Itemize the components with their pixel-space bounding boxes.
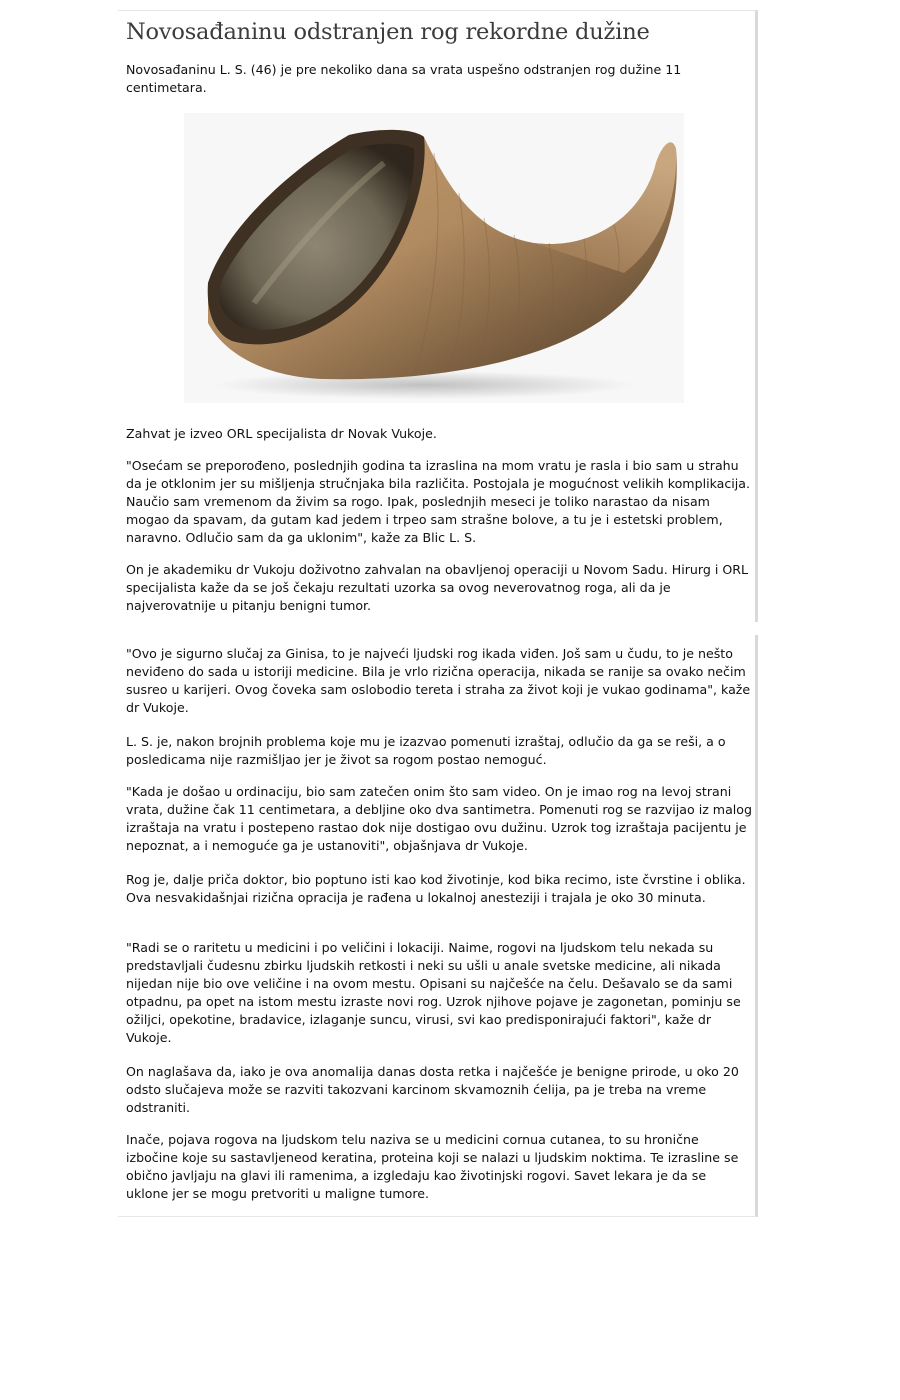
paragraph-10: Inače, pojava rogova na ljudskom telu naziva se u medicini cornua cutanea, to su hronične izbočine koje su sastavljeneod keratina, proteina koji se nalazi u ljudskim noktima. Te izrasline se obično javljaju na glavi ili ramenima, a izgledaju kao životinjski rogovi. Savet lekara je da se uklone jer se mogu pretvoriti u maligne tumore. [126, 1132, 739, 1201]
article-title: Novosađaninu odstranjen rog rekordne dužine [126, 19, 650, 45]
paragraph-4: "Ovo je sigurno slučaj za Ginisa, to je najveći ljudski rog ikada viđen. Još sam u čudu, to je nešto neviđeno do sada u istoriji medicine. Bila je vrlo rizična operacija, nikada se ranije sa ovako nečim susreo u karijeri. Ovog čoveka sam oslobodio tereta i straha za život koji je vukao godinama", kaže dr Vukoje. [126, 646, 751, 715]
horn-image [184, 113, 684, 403]
paragraph-7: Rog je, dalje priča doktor, bio poptuno isti kao kod životinje, kod bika recimo, iste čvrstine i oblika. Ova nesvakidašnjai rizična opracija je rađena u lokalnoj anesteziji i trajala je oko 30 minuta. [126, 872, 746, 905]
paragraph-1: Zahvat je izveo ORL specijalista dr Novak Vukoje. [126, 426, 437, 441]
paragraph-9: On naglašava da, iako je ova anomalija danas dosta retka i najčešće je benigne prirode, u oko 20 odsto slučajeva može se razviti takozvani karcinom skvamoznih ćelija, pa je treba na vreme odstraniti. [126, 1064, 739, 1115]
paragraph-3: On je akademiku dr Vukoju doživotno zahvalan na obavljenoj operaciji u Novom Sadu. Hirurg i ORL specijalista kaže da se još čekaju rezultati uzorka sa ovog neverovatnog roga, ali da je najverovatnije u pitanju benigni tumor. [126, 562, 749, 613]
paragraph-2: "Osećam se preporođeno, poslednjih godina ta izraslina na mom vratu je rasla i bio sam u strahu da je otklonim jer su mišljenja stručnjaka bila različita. Postojala je mogućnost velikih komplikacija. Naučio sam vremenom da živim sa rogo. Ipak, poslednjih meseci je toliko narastao da nisam mogao da spavam, da gutam kad jedem i trpeo sam strašne bolove, a tu je i estetski problem, naravno. Odlučio sam da ga uklonim", kaže za Blic L. S. [126, 458, 750, 545]
article-column-bottom [118, 635, 758, 1217]
article-lead: Novosađaninu L. S. (46) je pre nekoliko dana sa vrata uspešno odstranjen rog dužine 11 centimetara. [126, 62, 682, 95]
horn-photo-icon [184, 113, 684, 403]
article-column-top [118, 10, 758, 622]
paragraph-5: L. S. je, nakon brojnih problema koje mu je izazvao pomenuti izraštaj, odlučio da ga se reši, a o posledicama nije razmišljao jer je život sa rogom postao nemoguć. [126, 734, 726, 767]
paragraph-8: "Radi se o raritetu u medicini i po veličini i lokaciji. Naime, rogovi na ljudskom telu nekada su predstavljali čudesnu zbirku ljudskih retkosti i neki su ušli u anale svetske medicine, ali nikada nijedan nije bio ove veličine i na ovom mestu. Opisani su najčešće na čelu. Dešavalo se da sami otpadnu, pa opet na istom mestu izraste novi rog. Uzrok njihove pojave je zagonetan, pominju se ožiljci, opekotine, bradavice, izlaganje suncu, virusi, svi kao predisponirajući faktori", kaže dr Vukoje. [126, 940, 741, 1045]
paragraph-6: "Kada je došao u ordinaciju, bio sam zatečen onim što sam video. On je imao rog na levoj strani vrata, dužine čak 11 centimetara, a debljine oko dva santimetra. Pomenuti rog se razvijao iz malog izraštaja na vratu i postepeno rastao dok nije dostigao ovu dužinu. Uzrok tog izraštaja pacijentu je nepoznat, a i nemoguće ga je ustanoviti", objašnjava dr Vukoje. [126, 784, 752, 853]
